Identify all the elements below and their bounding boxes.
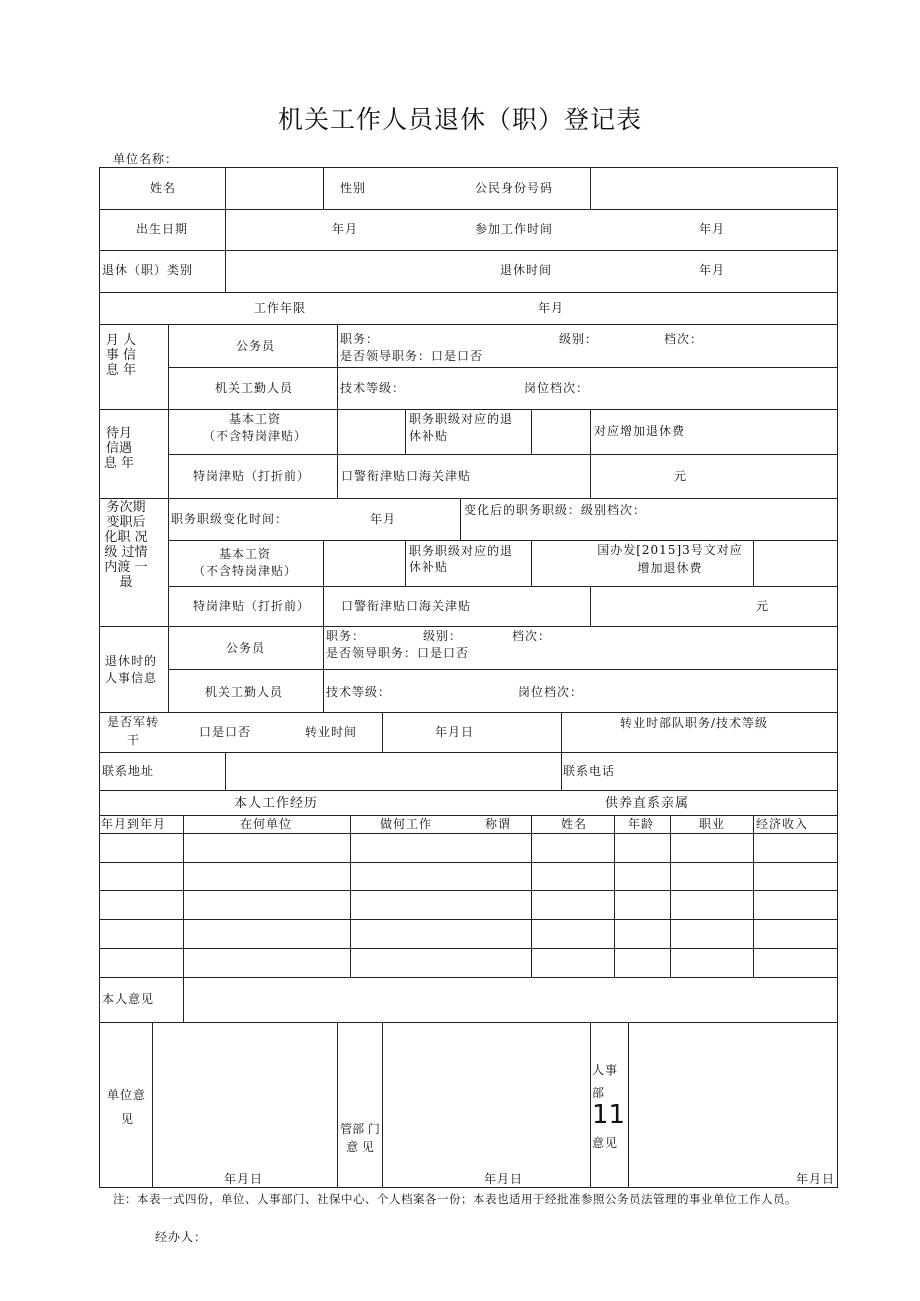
- gender-label: 性别: [340, 181, 367, 195]
- row-divider: [99, 815, 838, 816]
- col-relation: 称谓: [485, 817, 512, 831]
- retire-year-month: 年月: [699, 263, 726, 277]
- row-divider: [168, 367, 838, 368]
- retire-civil-servant-label: 公务员: [226, 641, 266, 655]
- change-time-label: 职务职级变化时间：: [171, 512, 289, 526]
- table-left-border: [99, 167, 100, 1188]
- phone-label: 联系电话: [563, 764, 616, 778]
- row-divider: [99, 919, 838, 920]
- work-years-year-month: 年月: [538, 301, 565, 315]
- unit-opinion-label: 单位意: [107, 1088, 147, 1102]
- military-yes-no: 口是口否: [199, 725, 252, 739]
- transfer-date: 年月日: [435, 725, 475, 739]
- document-reference-label: 国办发[2015]3号文对应: [597, 543, 743, 557]
- extra-fee-label: 对应增加退休费: [594, 424, 686, 438]
- name-label: 姓名: [150, 181, 177, 195]
- retire-tech-level-label: 技术等级：: [326, 685, 392, 699]
- col-divider: [337, 409, 338, 498]
- row-divider: [99, 977, 838, 978]
- yuan-unit: 元: [674, 469, 688, 483]
- col-divider: [382, 1022, 383, 1188]
- section-label-divider: [168, 324, 169, 712]
- birth-year-month: 年月: [332, 222, 359, 236]
- col-divider: [614, 815, 615, 977]
- row-divider: [168, 586, 838, 587]
- col-divider: [350, 815, 351, 977]
- retire-duty-label: 职务：: [326, 629, 366, 643]
- hr-opinion-label-2: 部: [592, 1086, 606, 1100]
- military-transfer-label-2: 干: [127, 733, 141, 747]
- col-unit: 在何单位: [240, 817, 293, 831]
- col-job: 做何工作: [380, 817, 433, 831]
- duty-allowance-label-2: 休补贴: [409, 429, 449, 443]
- col-divider: [590, 586, 591, 626]
- retire-leader-choice: 是否领导职务：口是口否: [326, 646, 470, 660]
- row-divider: [99, 712, 838, 713]
- id-number-label: 公民身份号码: [475, 181, 554, 195]
- row-divider: [168, 540, 838, 541]
- table-top-border: [99, 167, 838, 168]
- address-label: 联系地址: [102, 764, 155, 778]
- row-divider: [99, 324, 838, 325]
- col-divider: [225, 167, 226, 292]
- duty-allowance-label: 职务职级对应的退: [409, 412, 514, 426]
- col-divider: [628, 1022, 629, 1188]
- retire-info-label: 退休时的: [105, 654, 158, 668]
- col-divider: [225, 752, 226, 790]
- row-divider: [99, 250, 838, 251]
- treatment-section-label: 待月 信遇 息 年: [103, 426, 135, 471]
- row-divider: [168, 454, 838, 455]
- retire-post-grade-label: 岗位档次：: [518, 685, 584, 699]
- col-divider: [670, 815, 671, 977]
- grade-label: 档次：: [664, 332, 704, 346]
- civil-servant-label: 公务员: [236, 339, 276, 353]
- table-right-border: [837, 167, 838, 1188]
- level-label: 级别：: [559, 332, 599, 346]
- change-police-customs-choice: 口警衔津贴口海关津贴: [341, 599, 472, 613]
- personnel-section-label: 月 人事 信息 年: [105, 333, 137, 378]
- hr-opinion-date: 年月日: [796, 1172, 836, 1186]
- duty-label: 职务：: [340, 332, 380, 346]
- unit-opinion-date: 年月日: [224, 1172, 264, 1186]
- row-divider: [168, 669, 838, 670]
- change-section-label: 务次期 变职后 化职 况级 过情 内渡 一最: [104, 500, 148, 590]
- col-divider: [590, 1022, 591, 1188]
- hr-opinion-number: 11: [592, 1100, 626, 1130]
- col-divider: [561, 712, 562, 752]
- change-duty-allowance-label-2: 休补贴: [409, 560, 449, 574]
- transfer-time-label: 转业时间: [305, 725, 358, 739]
- retire-staff-label: 机关工勤人员: [205, 685, 284, 699]
- special-allowance-label: 特岗津贴（打折前）: [193, 469, 311, 483]
- retire-type-label: 退休（职）类别: [102, 263, 194, 277]
- footnote: 注：本表一式四份，单位、人事部门、社保中心、个人档案各一份；本表也适用于经批准参照公务员法管理的事业单位工作人员。: [113, 1192, 797, 1206]
- work-years-label: 工作年限: [254, 301, 307, 315]
- col-divider: [323, 167, 324, 209]
- unit-opinion-label-2: 见: [121, 1112, 135, 1126]
- mgmt-opinion-date: 年月日: [484, 1172, 524, 1186]
- col-divider: [152, 1022, 153, 1188]
- handler-label: 经办人：: [155, 1230, 208, 1244]
- col-period: 年月到年月: [101, 817, 167, 831]
- military-transfer-label: 是否军转: [107, 715, 160, 729]
- col-divider: [531, 815, 532, 977]
- col-name: 姓名: [561, 817, 588, 831]
- base-wage-note: （不含特岗津贴）: [202, 429, 307, 443]
- change-year-month: 年月: [370, 512, 397, 526]
- col-divider: [337, 1022, 338, 1188]
- work-start-label: 参加工作时间: [475, 222, 554, 236]
- row-divider: [99, 752, 838, 753]
- tech-level-label: 技术等级：: [340, 381, 406, 395]
- col-divider: [323, 540, 324, 626]
- leader-choice: 是否领导职务：口是口否: [340, 349, 484, 363]
- family-title: 供养直系亲属: [605, 796, 690, 811]
- change-duty-allowance-label: 职务职级对应的退: [409, 544, 514, 558]
- col-divider: [590, 409, 591, 498]
- retire-time-label: 退休时间: [500, 263, 553, 277]
- col-divider: [531, 409, 532, 454]
- row-divider: [99, 790, 838, 791]
- table-bottom-border: [99, 1187, 838, 1188]
- mgmt-opinion-label: 管部 门意 见: [340, 1122, 380, 1154]
- row-divider: [99, 948, 838, 949]
- col-divider: [405, 409, 406, 454]
- retire-grade-label: 档次：: [512, 629, 552, 643]
- col-divider: [337, 324, 338, 409]
- col-divider: [590, 167, 591, 209]
- col-age: 年龄: [628, 817, 655, 831]
- row-divider: [99, 1022, 838, 1023]
- document-reference-fee: 增加退休费: [637, 561, 703, 575]
- hr-opinion-label-3: 意见: [592, 1136, 619, 1150]
- after-change-label: 变化后的职务职级：级别档次：: [464, 503, 647, 517]
- col-divider: [405, 540, 406, 586]
- col-income: 经济收入: [756, 817, 809, 831]
- col-divider: [382, 712, 383, 752]
- unit-name-label: 单位名称：: [113, 152, 179, 166]
- col-divider: [323, 626, 324, 712]
- form-title: 机关工作人员退休（职）登记表: [277, 105, 642, 134]
- self-opinion-label: 本人意见: [102, 992, 155, 1006]
- row-divider: [99, 498, 838, 499]
- change-special-allowance-label: 特岗津贴（打折前）: [193, 599, 311, 613]
- row-divider: [99, 292, 838, 293]
- retire-level-label: 级别：: [423, 629, 463, 643]
- row-divider: [99, 890, 838, 891]
- army-duty-label: 转业时部队职务/技术等级: [620, 716, 769, 730]
- col-divider: [531, 540, 532, 586]
- change-base-wage-note: （不含特岗津贴）: [192, 564, 297, 578]
- work-history-title: 本人工作经历: [234, 796, 319, 811]
- post-grade-label: 岗位档次：: [524, 381, 590, 395]
- col-divider: [460, 498, 461, 540]
- change-yuan-unit: 元: [756, 599, 770, 613]
- staff-label: 机关工勤人员: [215, 381, 294, 395]
- row-divider: [99, 409, 838, 410]
- row-divider: [99, 209, 838, 210]
- row-divider: [99, 833, 838, 834]
- hr-opinion-label: 人事: [592, 1063, 619, 1077]
- work-start-year-month: 年月: [699, 222, 726, 236]
- base-wage-label: 基本工资: [228, 412, 281, 426]
- change-base-wage-label: 基本工资: [218, 547, 271, 561]
- row-divider: [99, 862, 838, 863]
- birth-date-label: 出生日期: [136, 222, 189, 236]
- col-divider: [561, 752, 562, 790]
- col-occupation: 职业: [699, 817, 726, 831]
- col-divider: [753, 815, 754, 977]
- row-divider: [99, 626, 838, 627]
- police-customs-choice: 口警衔津贴口海关津贴: [341, 469, 472, 483]
- retire-info-label-2: 人事信息: [105, 671, 158, 685]
- col-divider: [183, 815, 184, 1022]
